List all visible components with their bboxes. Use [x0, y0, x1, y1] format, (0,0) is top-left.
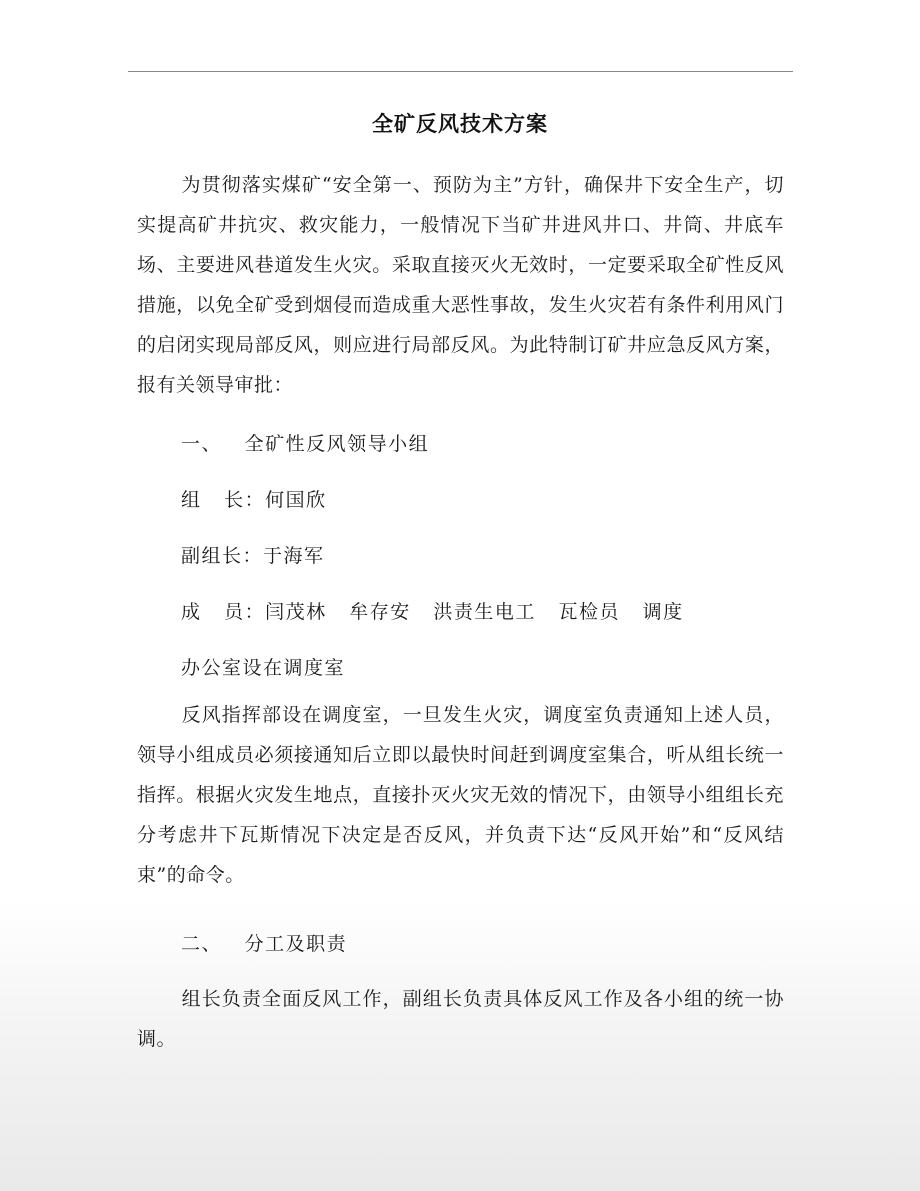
section-two-heading: 二、 分工及职责 [181, 933, 348, 955]
header-rule [128, 71, 793, 72]
deputy-leader-line: 副组长：于海军 [181, 545, 325, 567]
intro-paragraph [137, 165, 784, 405]
command-paragraph-text: 反风指挥部设在调度室，一旦发生火灾，调度室负责通知上述人员，领导小组成员必须接通知后立即以最快时间赶到调度室集合，听从组长统一指挥。根据火灾发生地点，直接扑灭火灾无效的情况下，由领导小组组长充分考虑井下瓦斯情况下决定是否反风，并负责下达“反风开始”和“反风结束”的命令。 [137, 704, 784, 886]
members-line: 成 员：闫茂林 牟存安 洪责生电工 瓦检员 调度 [181, 601, 684, 623]
duties-paragraph [137, 979, 784, 1059]
command-paragraph [137, 695, 784, 895]
document-title: 全矿反风技术方案 [372, 112, 548, 136]
leader-line: 组 长：何国欣 [181, 489, 327, 511]
intro-paragraph-text: 为贯彻落实煤矿“安全第一、预防为主”方针，确保井下安全生产，切实提高矿井抗灾、救灾能力，一般情况下当矿井进风井口、井筒、井底车场、主要进风巷道发生火灾。采取直接灭火无效时，一定要采取全矿性反风措施，以免全矿受到烟侵而造成重大恶性事故，发生火灾若有条件利用风门的启闭实现局部反风，则应进行局部反风。为此特制订矿井应急反风方案，报有关领导审批： [137, 174, 784, 396]
section-one-heading: 一、 全矿性反风领导小组 [181, 433, 430, 455]
duties-paragraph-text: 组长负责全面反风工作，副组长负责具体反风工作及各小组的统一协调。 [137, 988, 784, 1050]
office-line: 办公室设在调度室 [181, 657, 346, 679]
